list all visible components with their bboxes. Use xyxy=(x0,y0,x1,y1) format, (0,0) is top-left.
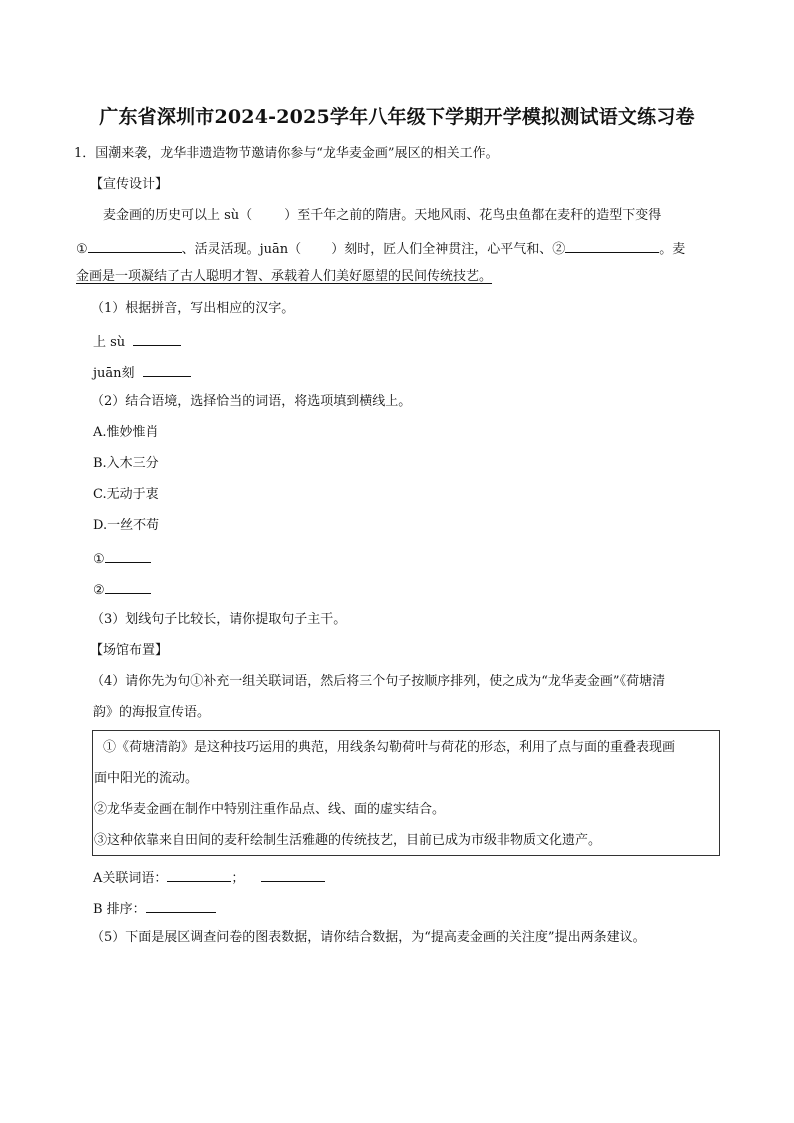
sub-question-4-prompt-line-1: （4）请你先为句①补充一组关联词语，然后将三个句子按顺序排列，使之成为“龙华麦金画”《荷塘清 xyxy=(91,674,666,689)
blank-1[interactable] xyxy=(88,238,182,253)
option-d: D.一丝不苟 xyxy=(93,518,160,533)
section-heading-promo: 【宣传设计】 xyxy=(90,177,169,192)
sub-question-4-prompt-line-2: 韵》的海报宣传语。 xyxy=(93,705,211,720)
box-sentence-1-line-1: ①《荷塘清韵》是这种技巧运用的典范，用线条勾勒荷叶与荷花的形态，利用了点与面的重叠表现画 xyxy=(103,740,676,755)
answer-blank[interactable] xyxy=(105,548,151,563)
answer-blank[interactable] xyxy=(105,579,151,594)
option-c: C.无动于衷 xyxy=(93,487,159,502)
section-heading-venue: 【场馆布置】 xyxy=(90,643,169,658)
answer-blank[interactable] xyxy=(133,331,181,346)
box-sentence-2: ②龙华麦金画在制作中特别注重作品点、线、面的虚实结合。 xyxy=(94,802,446,817)
option-a: A.惟妙惟肖 xyxy=(93,425,159,440)
sub-question-3-prompt: （3）划线句子比较长，请你提取句子主干。 xyxy=(91,612,347,627)
sub-question-5-prompt: （5）下面是展区调查问卷的图表数据，请你结合数据，为“提高麦金画的关注度”提出两条建议。 xyxy=(91,930,646,945)
sub-question-2-prompt: （2）结合语境，选择恰当的词语，将选项填到横线上。 xyxy=(91,394,412,409)
question-stem-text: 国潮来袭，龙华非遗造物节邀请你参与“龙华麦金画”展区的相关工作。 xyxy=(95,146,499,161)
question-1-stem xyxy=(74,145,499,163)
passage-line-1: 麦金画的历史可以上 sù（ ）至千年之前的隋唐。天地风雨、花鸟虫鱼都在麦秆的造型下变得 xyxy=(103,208,662,223)
answer-line-blank1: ① xyxy=(93,548,151,569)
box-sentence-3: ③这种依靠来自田间的麦秆绘制生活雅趣的传统技艺，目前已成为市级非物质文化遗产。 xyxy=(94,833,602,848)
blank-2[interactable] xyxy=(565,238,659,253)
answer-blank[interactable] xyxy=(261,867,325,882)
sub-question-1-prompt: （1）根据拼音，写出相应的汉字。 xyxy=(91,301,295,316)
answer-blank[interactable] xyxy=(146,898,216,913)
page-title: 广东省深圳市2024-2025学年八年级下学期开学模拟测试语文练习卷 xyxy=(99,106,695,128)
option-b: B.入木三分 xyxy=(93,456,159,471)
answer-blank[interactable] xyxy=(167,867,231,882)
passage-line-2: ① 、活灵活现。juān（ ）刻时，匠人们全神贯注，心平气和、② 。麦 xyxy=(76,238,685,259)
answer-line-order: B 排序： xyxy=(93,898,216,919)
answer-blank[interactable] xyxy=(143,362,191,377)
box-sentence-1-line-2: 面中阳光的流动。 xyxy=(94,771,199,786)
answer-line-connectives: A关联词语： ； xyxy=(93,867,325,888)
question-number: 1． xyxy=(74,146,96,161)
answer-line-blank2: ② xyxy=(93,579,151,600)
sentence-box xyxy=(92,730,720,856)
answer-line-juan: juān刻 xyxy=(93,362,191,383)
underlined-sentence: 金画是一项凝结了古人聪明才智、承载着人们美好愿望的民间传统技艺。 xyxy=(76,269,493,284)
answer-line-su: 上 sù xyxy=(93,331,181,352)
